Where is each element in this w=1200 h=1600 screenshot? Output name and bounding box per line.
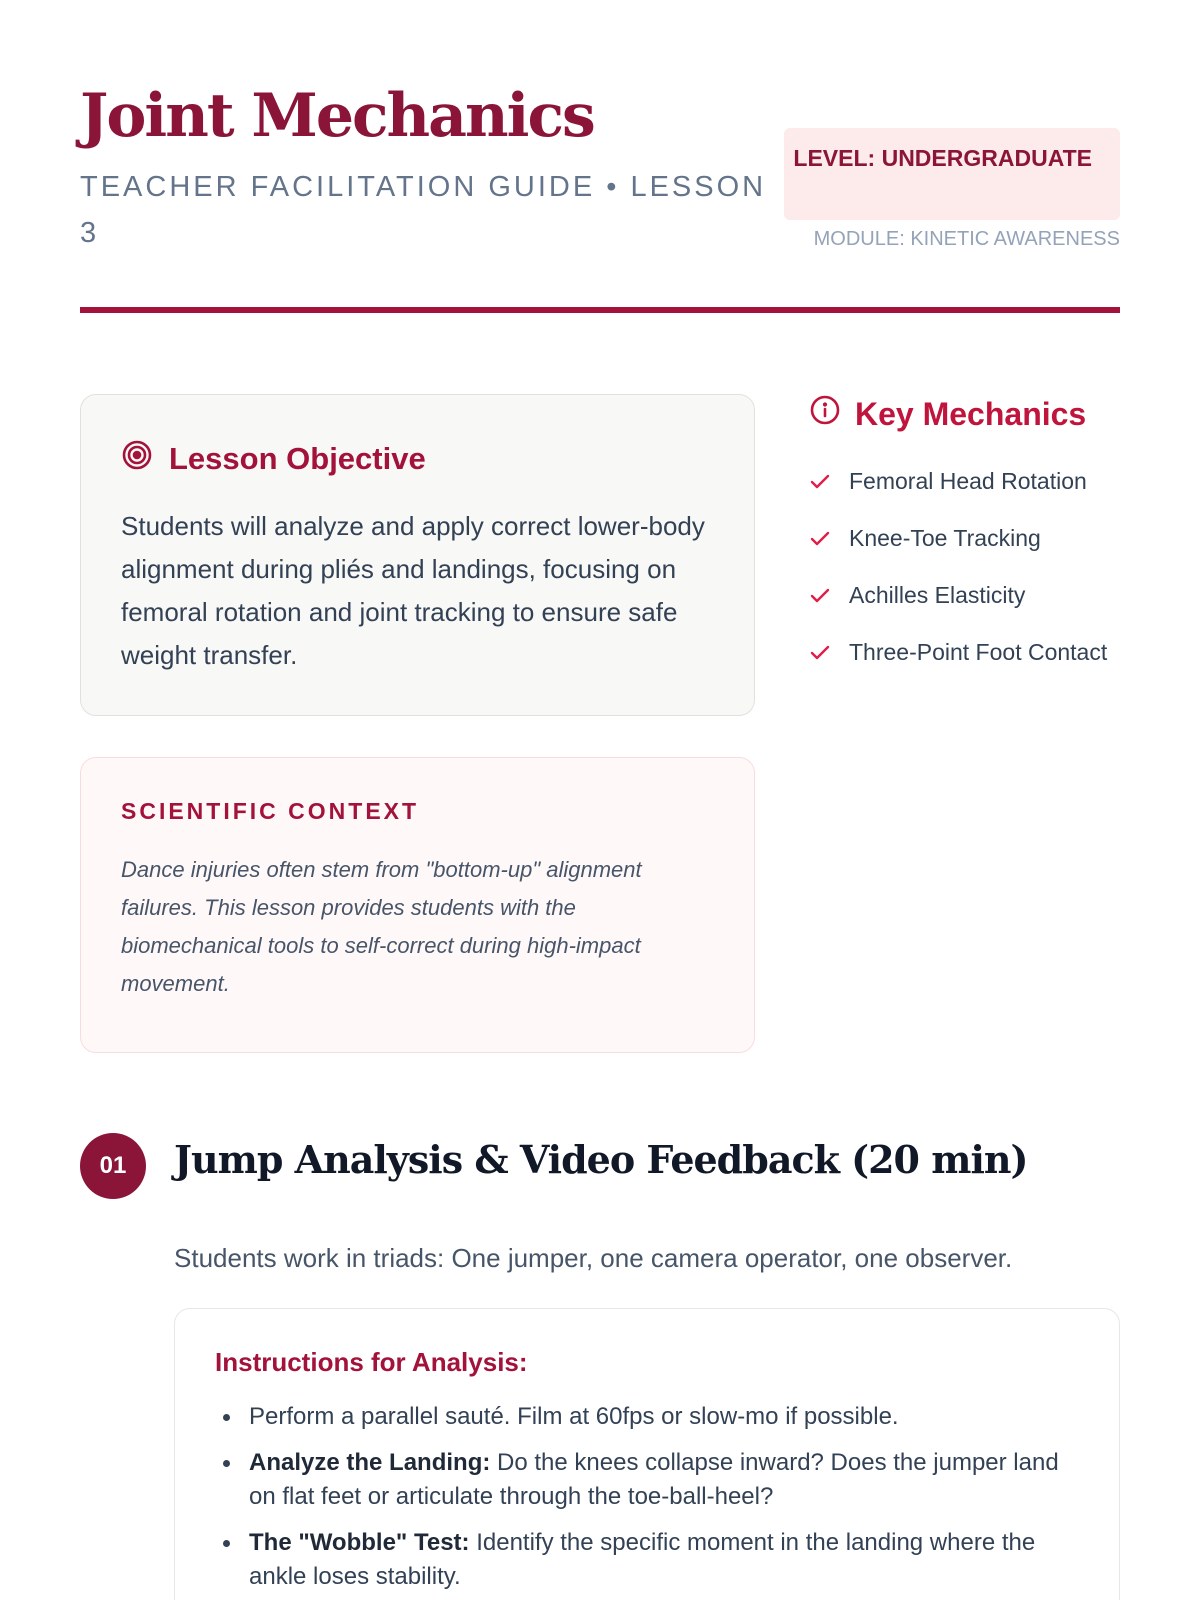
instructions-card — [174, 1308, 1120, 1600]
scientific-context-text: Dance injuries often stem from "bottom-up" alignment failures. This lesson provides students with the biomechanical tools to self-correct during high-impact movement. — [121, 857, 642, 996]
mechanic-label: Knee-Toe Tracking — [849, 525, 1041, 551]
mechanic-label: Three-Point Foot Contact — [849, 639, 1108, 665]
lesson-objective-heading: Lesson Objective — [169, 441, 426, 476]
instructions-heading: Instructions for Analysis: — [215, 1347, 528, 1377]
module-label: MODULE: KINETIC AWARENESS — [813, 228, 1120, 250]
key-mechanics-heading: Key Mechanics — [855, 395, 1087, 432]
target-icon — [121, 439, 153, 479]
check-icon — [809, 468, 833, 502]
info-icon — [809, 394, 841, 434]
check-icon — [809, 639, 833, 673]
instruction-label: The "Wobble" Test: — [249, 1529, 470, 1556]
instructions-list — [215, 1400, 1079, 1594]
section-title: Jump Analysis & Video Feedback (20 min) — [174, 1137, 1028, 1182]
instruction-text: Do the knees collapse inward? Does the jumper land on flat feet or articulate through the toe-ball-heel? — [249, 1449, 1059, 1510]
instruction-label: Analyze the Landing: — [249, 1449, 491, 1476]
check-icon — [809, 525, 833, 559]
instruction-text: Identify the specific moment in the landing where the ankle loses stability. — [249, 1529, 1036, 1590]
section-number-badge: 01 — [80, 1133, 146, 1199]
page-title: Joint Mechanics — [80, 81, 594, 151]
section-intro: Students work in triads: One jumper, one camera operator, one observer. — [174, 1243, 1013, 1273]
list-item — [809, 578, 1120, 616]
key-mechanics-list — [809, 464, 1120, 673]
list-item — [215, 1526, 1079, 1594]
list-item — [809, 521, 1120, 559]
page-subtitle: TEACHER FACILITATION GUIDE • LESSON 3 — [80, 171, 767, 249]
lesson-objective-text: Students will analyze and apply correct lower-body alignment during pliés and landings, focusing on femoral rotation and joint tracking to ensure safe weight transfer. — [121, 511, 705, 670]
check-icon — [809, 582, 833, 616]
key-mechanics-panel — [809, 394, 1120, 692]
list-item — [809, 464, 1120, 502]
list-item — [215, 1446, 1079, 1514]
header-divider — [80, 307, 1120, 313]
page-header — [80, 80, 1120, 250]
instruction-text: Perform a parallel sauté. Film at 60fps or slow-mo if possible. — [249, 1403, 899, 1430]
key-mechanics-header — [809, 394, 1120, 434]
scientific-context-card — [80, 757, 755, 1053]
mechanic-label: Femoral Head Rotation — [849, 468, 1087, 494]
list-item — [809, 635, 1120, 673]
scientific-context-heading: SCIENTIFIC CONTEXT — [121, 798, 420, 824]
lesson-objective-card — [80, 394, 755, 716]
mechanic-label: Achilles Elasticity — [849, 582, 1026, 608]
level-badge: LEVEL: UNDERGRADUATE — [784, 128, 1120, 220]
lesson-objective-header — [121, 439, 714, 479]
list-item — [215, 1400, 1079, 1434]
